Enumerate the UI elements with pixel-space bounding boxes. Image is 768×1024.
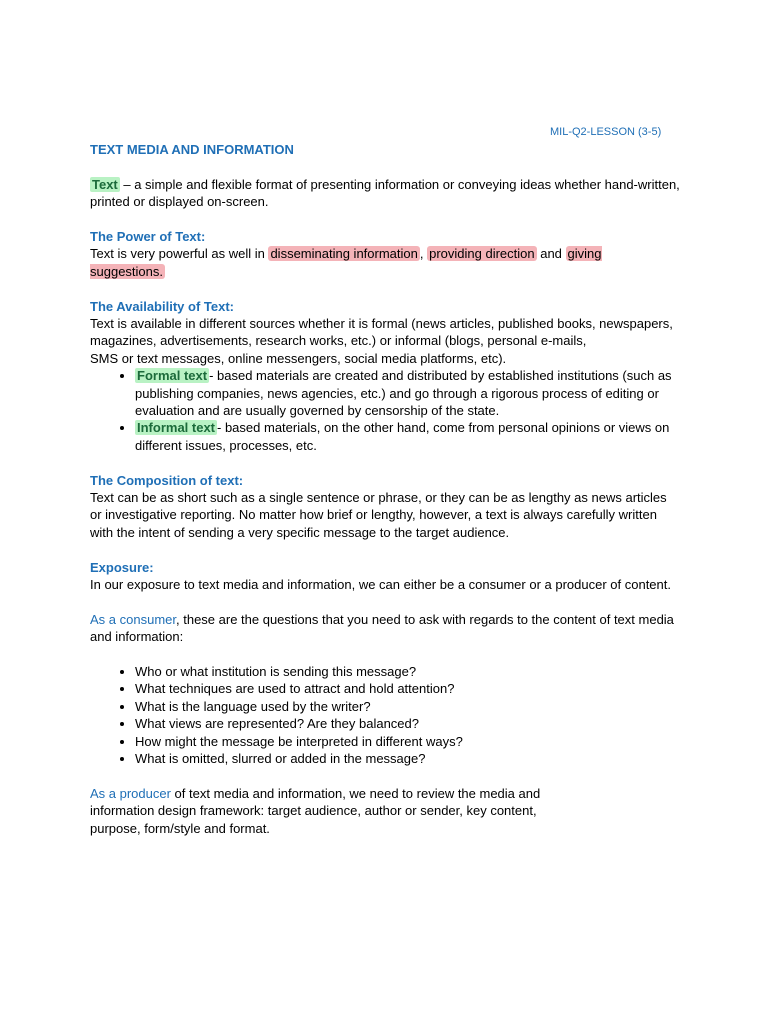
- list-item: • How might the message be interpreted in different ways?: [135, 733, 680, 750]
- producer-line-1: of text media and information, we need to review the media and: [170, 785, 541, 801]
- consumer-questions-list: [90, 663, 680, 767]
- composition-heading: The Composition of text:: [90, 472, 244, 488]
- informal-text-term: Informal text: [137, 420, 216, 436]
- list-item: [135, 419, 680, 454]
- consumer-text: , these are the questions that you need to ask with regards to the content of text media and information:: [90, 611, 674, 645]
- definition-paragraph: [90, 176, 680, 211]
- power-lead: Text is very powerful as well in: [90, 246, 269, 262]
- producer-line-3: purpose, form/style and format.: [90, 820, 270, 836]
- power-sep1: ,: [419, 246, 428, 262]
- highlight-suggestions: giving suggestions.: [90, 246, 602, 279]
- highlight-disseminating: disseminating information: [270, 246, 418, 262]
- list-item: [135, 367, 680, 419]
- lesson-code: MIL-Q2-LESSON (3-5): [550, 126, 662, 138]
- exposure-heading: Exposure:: [90, 559, 154, 575]
- producer-line-2: information design framework: target audience, author or sender, key content,: [90, 803, 537, 819]
- consumer-lead: As a consumer: [90, 611, 176, 627]
- document-body: [90, 141, 680, 837]
- power-paragraph: [90, 245, 680, 280]
- text-types-list: [90, 367, 680, 454]
- availability-paragraph-2: SMS or text messages, online messengers, social media platforms, etc).: [90, 350, 507, 366]
- producer-lead: As a producer: [90, 785, 171, 801]
- composition-paragraph: Text can be as short such as a single sentence or phrase, or they can be as lengthy as news articles or investigative reporting. No matter how brief or lengthy, however, a text is always carefully written with the intent of sending a very specific message to the target audience.: [90, 490, 667, 540]
- list-item: • What is the language used by the writer?: [135, 698, 680, 715]
- page-title: TEXT MEDIA AND INFORMATION: [90, 142, 294, 157]
- definition-text: – a simple and flexible format of presenting information or conveying ideas whether hand-written, printed or displayed on-screen.: [90, 176, 680, 210]
- availability-heading: The Availability of Text:: [90, 298, 234, 314]
- list-item: • What views are represented? Are they balanced?: [135, 715, 680, 732]
- definition-term: Text: [92, 176, 118, 192]
- consumer-paragraph: [90, 611, 680, 646]
- list-item: • What techniques are used to attract and hold attention?: [135, 680, 680, 697]
- power-sep2: and: [536, 246, 566, 262]
- formal-text-desc: - based materials are created and distributed by established institutions (such as publishing companies, news agencies, etc.) and go through a rigorous process of editing or evaluation and are usually governed by censorship of the state.: [135, 368, 672, 419]
- list-item: • Who or what institution is sending this message?: [135, 663, 680, 680]
- list-item: • What is omitted, slurred or added in the message?: [135, 750, 680, 767]
- availability-paragraph-1: Text is available in different sources whether it is formal (news articles, published books, newspapers, magazines, advertisements, research works, etc.) or informal (blogs, personal e-mails,: [90, 316, 673, 349]
- informal-text-desc: - based materials, on the other hand, come from personal opinions or views on different issues, processes, etc.: [135, 420, 670, 453]
- producer-paragraph: [90, 785, 680, 837]
- power-heading: The Power of Text:: [90, 229, 206, 244]
- exposure-paragraph: In our exposure to text media and information, we can either be a consumer or a producer of content.: [90, 577, 671, 593]
- formal-text-term: Formal text: [137, 368, 208, 384]
- highlight-direction: providing direction: [429, 246, 535, 262]
